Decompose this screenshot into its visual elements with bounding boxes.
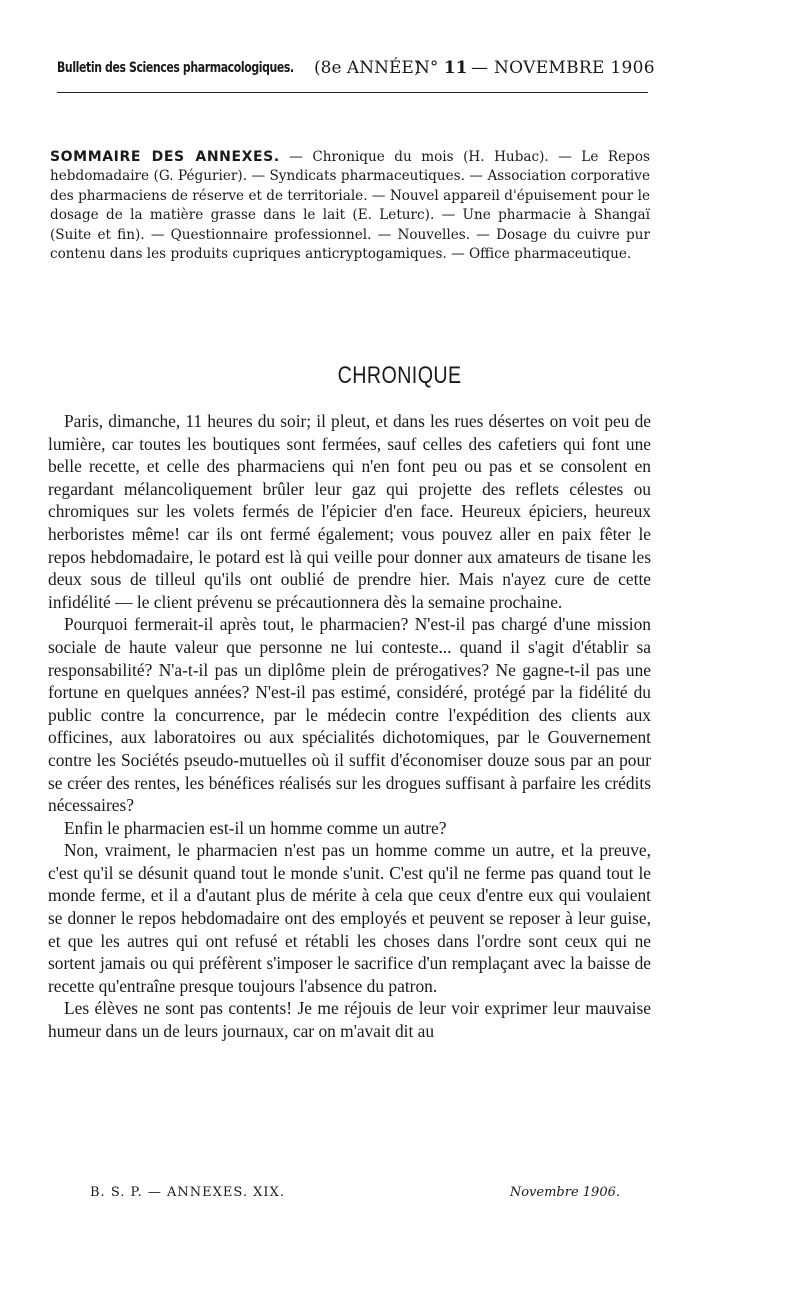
section-title-text: CHRONIQUE — [338, 362, 462, 389]
footer-signature: B. S. P. — ANNEXES. XIX. — [90, 1185, 285, 1200]
issue-number-prefix: N° — [415, 58, 439, 78]
paragraph: Paris, dimanche, 11 heures du soir; il pleut, et dans les rues désertes on voit peu de lumière, car toutes les boutiques sont fermées, sauf celles des cafetiers qui font une belle recette, et celle des pharmaciens qui n'en font peu ou pas et se consolent en regardant mélancoliquement brûler leur gaz qui projette des reflets célestes ou chromiques sur les volets fermés de l'épicier d'en face. Heureux épiciers, heureux herboristes même! car ils ont fermé également; vous pouvez aller en paix fêter le repos hebdomadaire, le potard est là qui veille pour donner aux amateurs de tisane les deux sous de tilleul qu'ils ont oublié de prendre hier. Mais n'ayez cure de cette infidélité — le client prévenu se précautionnera dès la semaine prochaine. — [48, 411, 651, 612]
issue-number-value: 11 — [443, 58, 468, 78]
sommaire-text: — Chronique du mois (H. Hubac). — Le Repos hebdomadaire (G. Pégurier). — Syndicats pharmaceutiques. — Association corporative des pharmaciens de réserve et de territoriale. — Nouvel appareil d'épuisement pour le dosage de la matière grasse dans le lait (E. Leturc). — Une pharmacie à Shangaï (Suite et fin). — Questionnaire professionnel. — Nouvelles. — Dosage du cuivre pur contenu dans les produits cupriques anticryptogamiques. — Office pharmaceutique. — [50, 149, 650, 263]
section-title — [0, 362, 800, 390]
running-header — [57, 58, 655, 84]
paragraph: Enfin le pharmacien est-il un homme comme un autre? — [64, 817, 447, 838]
footer-date: Novembre 1906. — [509, 1185, 620, 1200]
sommaire-block — [50, 148, 650, 264]
issue-number — [415, 58, 467, 78]
journal-title: Bulletin des Sciences pharmacologiques. — [57, 60, 294, 76]
issue-date: — NOVEMBRE 1906 — [471, 58, 655, 78]
paragraph: Les élèves ne sont pas contents! Je me réjouis de leur voir exprimer leur mauvaise humeur dans un de leurs journaux, car on m'avait dit au — [48, 998, 651, 1042]
volume-year: (8e ANNÉE) — [314, 58, 421, 78]
paragraph: Pourquoi fermerait-il après tout, le pharmacien? N'est-il pas chargé d'une mission sociale de haute valeur que personne ne lui conteste... quand il s'agit d'établir sa responsabilité? N'a-t-il pas un diplôme plein de prérogatives? Ne gagne-t-il pas une fortune en quelques années? N'est-il pas estimé, considéré, protégé par la fidélité du public contre la concurrence, par le médecin contre l'expédition des clients aux officines, aux laboratoires ou aux spécialités dichotomiques, par le Gouvernement contre les Sociétés pseudo-mutuelles où il suffit d'économiser douze sous par an pour se créer des rentes, les bénéfices réalisés sur les drogues suffisant à parfaire les crédits nécessaires? — [48, 614, 651, 816]
sommaire-heading: SOMMAIRE DES ANNEXES. — [50, 149, 280, 165]
paragraph: Non, vraiment, le pharmacien n'est pas un homme comme un autre, et la preuve, c'est qu'il se désunit quand tout le monde s'unit. C'est qu'il ne ferme pas quand tout le monde ferme, et il a d'autant plus de mérite à cela que ceux d'entre eux qui voulaient se donner le repos hebdomadaire ont des employés et peuvent se reposer à leur guise, et que les autres qui ont refusé et rétabli les choses dans l'ordre sont ceux qui ne sortent jamais ou qui préfèrent s'imposer le sacrifice d'un remplaçant avec la baisse de recette qu'entraîne presque toujours l'absence du patron. — [48, 840, 651, 996]
header-rule — [57, 92, 648, 93]
article-body — [48, 410, 651, 1043]
page-footer — [90, 1185, 620, 1207]
